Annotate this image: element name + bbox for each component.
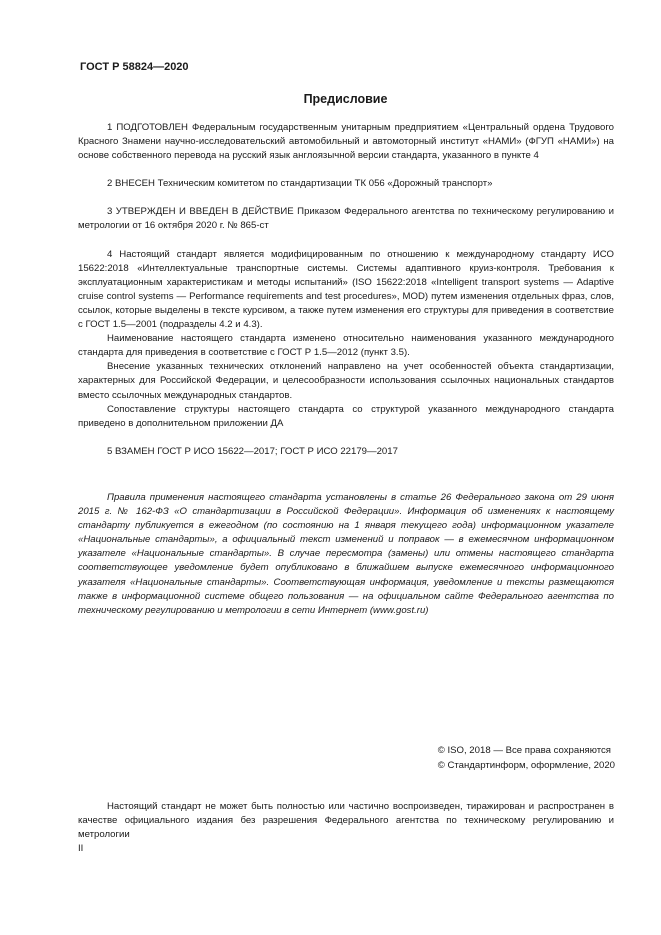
item-4: 4 Настоящий стандарт является модифицированным по отношению к международному стандарту ИСО 15622:2018 «Интеллектуальные транспортные системы. Системы адаптивного круиз-контроля. Требования к эксплуатационным характеристикам и методы испытаний» (ISO 15622:2018 «Intelligent transport systems — Adaptive cruise control systems — Performance requirements and test procedures», MOD) путем изменения отдельных фраз, слов, ссылок, которые выделены в тексте курсивом, а также путем изменения его структуры для приведения в соответствие с ГОСТ 1.5—2001 (подразделы 4.2 и 4.3). xyxy=(78,248,614,331)
document-code: ГОСТ Р 58824—2020 xyxy=(80,61,189,73)
item-4-paragraph-2: Наименование настоящего стандарта изменено относительно наименования указанного международного стандарта для приведения в соответствие с ГОСТ Р 1.5—2012 (пункт 3.5). xyxy=(78,333,614,359)
reproduction-notice xyxy=(78,800,614,841)
foreword-body xyxy=(78,121,614,459)
item-4-paragraph-3: Внесение указанных технических отклонений направлено на учет особенностей объекта стандартизации, характерных для Российской Федерации, и целесообразности использования ссылочных национальных стандартов вместо ссылочных международных стандартов. xyxy=(78,361,614,401)
item-3: 3 УТВЕРЖДЕН И ВВЕДЕН В ДЕЙСТВИЕ Приказом Федерального агентства по техническому регулированию и метрологии от 16 октября 2020 г. № 865-ст xyxy=(78,206,614,232)
copyright-iso: © ISO, 2018 — Все права сохраняются xyxy=(437,745,611,756)
reproduction-notice-text: Настоящий стандарт не может быть полностью или частично воспроизведен, тиражирован и распространен в качестве официального издания без разрешения Федерального агентства по техническому регулированию и метрологии xyxy=(78,801,614,840)
item-5: 5 ВЗАМЕН ГОСТ Р ИСО 15622—2017; ГОСТ Р ИСО 22179—2017 xyxy=(107,445,398,457)
page-number: II xyxy=(78,843,84,854)
item-1: 1 ПОДГОТОВЛЕН Федеральным государственным унитарным предприятием «Центральный ордена Трудового Красного Знамени научно-исследовательский автомобильный и автомоторный институт «НАМИ» (ФГУП «НАМИ») на основе собственного перевода на русский язык англоязычной версии стандарта, указанного в пункте 4 xyxy=(78,122,614,162)
usage-rules-text: Правила применения настоящего стандарта установлены в статье 26 Федерального закона от 29 июня 2015 г. № 162-ФЗ «О стандартизации в Российской Федерации». Информация об изменениях к настоящему стандарту публикуется в ежегодном (по состоянию на 1 января текущего года) информационном указателе «Национальные стандарты», а официальный текст изменений и поправок — в ежемесячном информационном указателе «Национальные стандарты». В случае пересмотра (замены) или отмены настоящего стандарта соответствующее уведомление будет опубликовано в ближайшем выпуске ежемесячного информационного указателя «Национальные стандарты». Соответствующая информация, уведомление и тексты размещаются также в информационной системе общего пользования — на официальном сайте Федерального агентства по техническому регулированию и метрологии в сети Интернет (www.gost.ru) xyxy=(78,492,614,616)
copyright-publisher: © Стандартинформ, оформление, 2020 xyxy=(437,760,615,771)
item-4-paragraph-4: Сопоставление структуры настоящего стандарта со структурой указанного международного стандарта приведено в дополнительном приложении ДА xyxy=(78,403,614,429)
usage-rules-note xyxy=(78,491,614,618)
copyright-block xyxy=(438,743,615,773)
section-title: Предисловие xyxy=(303,92,388,106)
item-2: 2 ВНЕСЕН Техническим комитетом по стандартизации ТК 056 «Дорожный транспорт» xyxy=(107,178,493,190)
